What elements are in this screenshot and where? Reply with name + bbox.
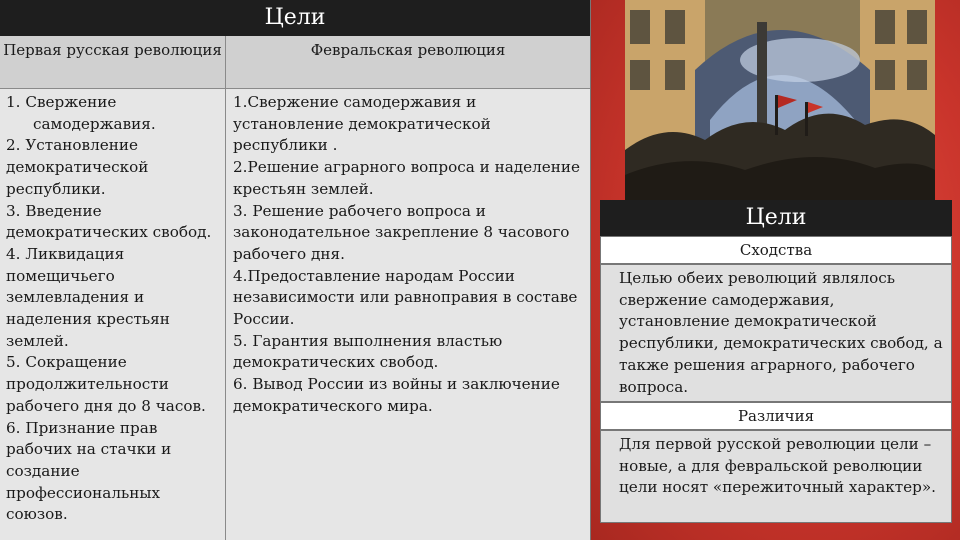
list-item: 1. Свержение xyxy=(6,93,117,111)
list-item: 2. Установление демократической республики. xyxy=(6,136,149,198)
table-title: Цели xyxy=(0,0,590,36)
differences-label: Различия xyxy=(600,402,952,430)
similarities-label: Сходства xyxy=(600,236,952,264)
list-item: 5. Сокращение продолжительности рабочего дня до 8 часов. xyxy=(6,353,206,415)
painting-illustration xyxy=(625,0,935,205)
col-header-february-revolution: Февральская революция xyxy=(226,36,590,88)
february-revolution-goals xyxy=(226,89,590,540)
right-title: Цели xyxy=(600,200,952,236)
list-item: 5. Гарантия выполнения властью демократических свобод. xyxy=(233,331,503,372)
list-item: 3. Решение рабочего вопроса и законодательное закрепление 8 часового рабочего дня. xyxy=(233,201,570,263)
col-header-first-revolution: Первая русская революция xyxy=(0,36,226,88)
similarities-text: Целью обеих революций являлось свержение самодержавия, установление демократической республики, демократических свобод, а также решения аграрного, рабочего вопроса. xyxy=(600,264,952,402)
list-item: 3. Введение демократических свобод. xyxy=(6,201,212,242)
list-item: самодержавия. xyxy=(33,114,156,133)
list-item: 2.Решение аграрного вопроса и наделение крестьян землей. xyxy=(233,158,580,198)
revolution-painting xyxy=(625,0,935,205)
list-item: 1.Свержение самодержавия и установление демократической республики . xyxy=(233,93,491,155)
list-item: 6. Признание прав рабочих на стачки и создание профессиональных союзов. xyxy=(6,418,172,524)
differences-text: Для первой русской революции цели – новые, а для февральской революции цели носят «пережиточный характер». xyxy=(600,430,952,523)
list-item: 6. Вывод России из войны и заключение демократического мира. xyxy=(233,375,560,415)
list-item: 4. Ликвидация помещичьего землевладения и наделения крестьян землей. xyxy=(6,244,170,350)
first-revolution-goals xyxy=(0,89,226,540)
list-item: 4.Предоставление народам России независимости или равноправия в составе России. xyxy=(233,266,578,329)
